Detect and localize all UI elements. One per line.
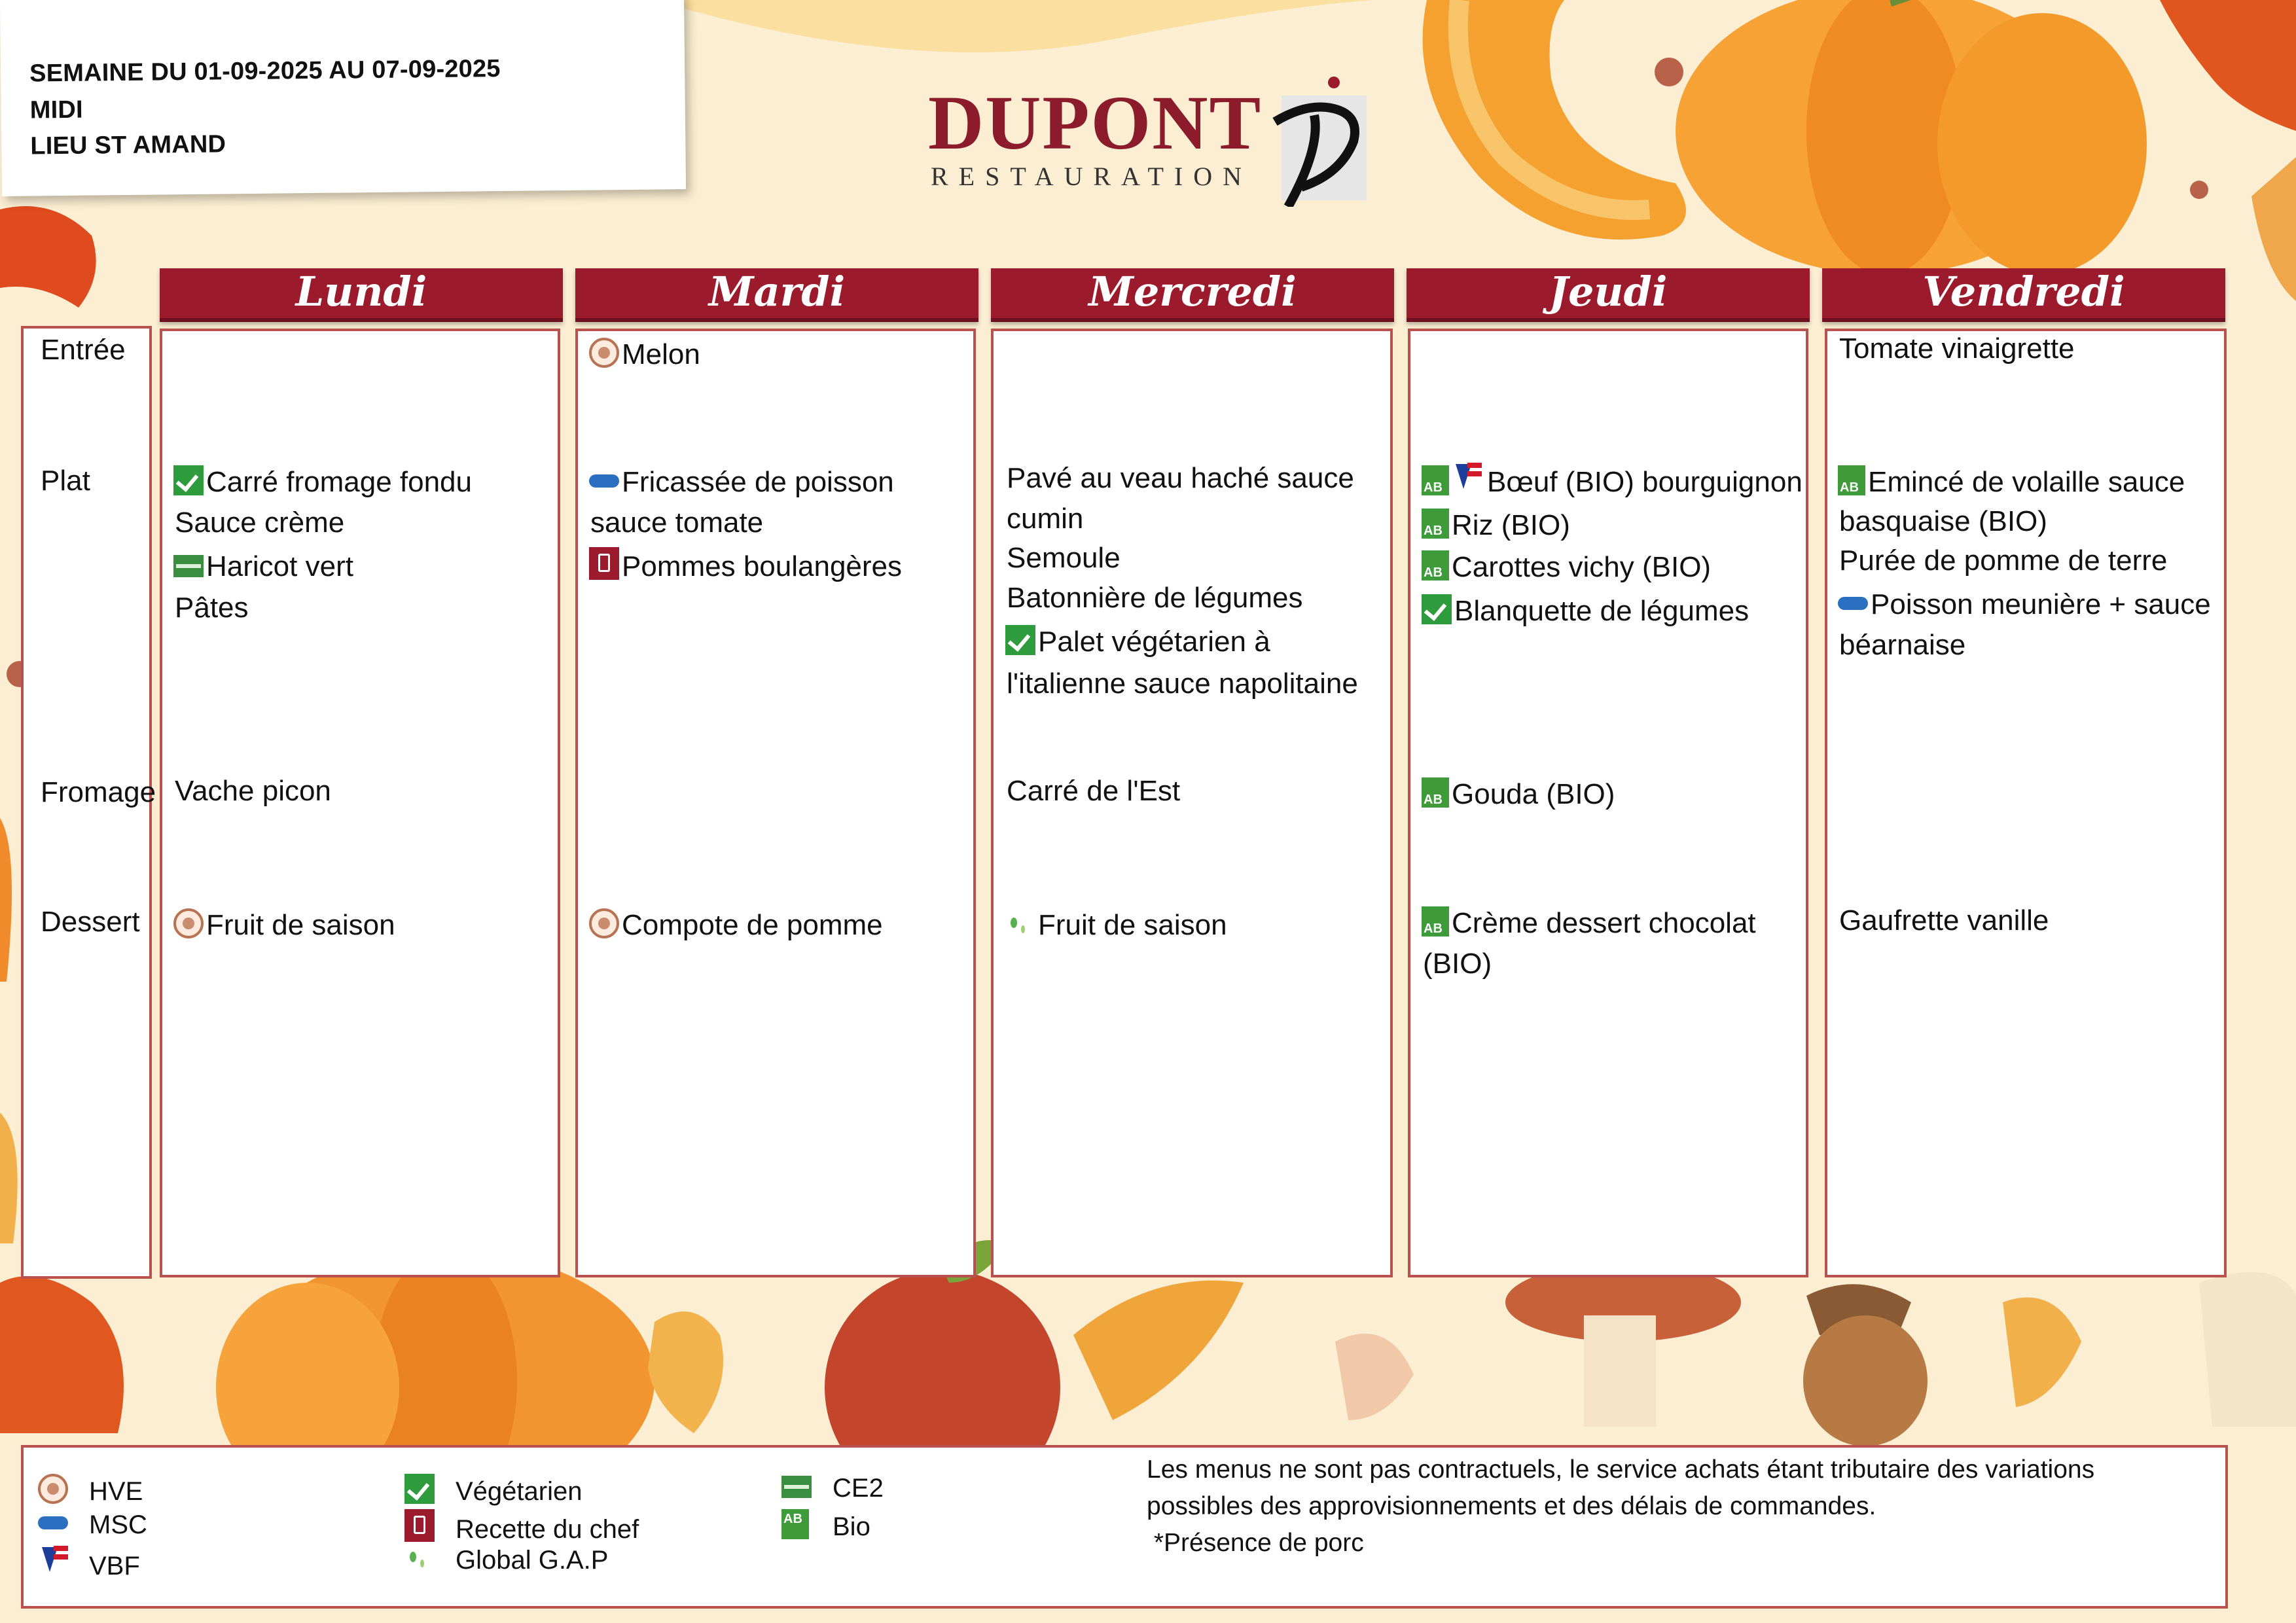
menu-item xyxy=(175,503,344,543)
menu-item-text: l'italienne sauce napolitaine xyxy=(1007,668,1358,700)
menu-item-text: Carottes vichy (BIO) xyxy=(1452,551,1712,583)
menu-item xyxy=(1422,774,1615,814)
menu-item xyxy=(1007,664,1358,704)
legend-label: MSC xyxy=(89,1510,147,1539)
menu-item xyxy=(1005,905,1227,945)
menu-item-text: sauce tomate xyxy=(590,507,764,539)
disclaimer-line: possibles des approvisionnements et des délais de commandes. xyxy=(1147,1492,1876,1520)
menu-item xyxy=(589,546,902,586)
menu-item-text: Purée de pomme de terre xyxy=(1839,544,2168,577)
legend-label: Recette du chef xyxy=(456,1515,639,1544)
menu-item xyxy=(1422,505,1570,545)
menu-item xyxy=(1422,462,1803,502)
logo-subtitle: RESTAURATION xyxy=(931,162,1253,191)
global-gap-icon xyxy=(404,1549,435,1569)
hve-icon xyxy=(589,338,619,368)
vbf-icon xyxy=(38,1546,71,1578)
menu-item-text: Vache picon xyxy=(175,775,331,807)
menu-item-text: Palet végétarien à xyxy=(1038,626,1270,658)
menu-item xyxy=(1005,622,1270,662)
menu-item-text: Poisson meunière + sauce xyxy=(1871,588,2211,620)
menu-item-text: Melon xyxy=(622,338,700,370)
row-label-dessert: Dessert xyxy=(41,906,140,938)
legend-item xyxy=(404,1546,608,1575)
bio-icon xyxy=(1422,465,1449,495)
menu-item xyxy=(589,462,894,502)
legend-label: Bio xyxy=(833,1512,870,1541)
menu-item xyxy=(1007,458,1354,498)
logo-brand: DUPONT xyxy=(928,80,1263,166)
legend-label: Global G.A.P xyxy=(456,1546,609,1575)
legend-item xyxy=(38,1510,147,1540)
legend-item xyxy=(404,1509,639,1544)
menu-item xyxy=(589,905,883,945)
legend-label: CE2 xyxy=(833,1474,884,1503)
menu-item-text: Gaufrette vanille xyxy=(1839,904,2049,936)
row-label-plat: Plat xyxy=(41,465,90,497)
menu-item xyxy=(1007,578,1303,618)
menu-item-text: Sauce crème xyxy=(175,507,345,539)
menu-item-text: Pommes boulangères xyxy=(622,550,903,582)
menu-item xyxy=(1839,501,2047,541)
menu-item xyxy=(1007,771,1180,811)
vegetarian-icon xyxy=(1422,594,1452,624)
menu-item xyxy=(1422,591,1749,631)
menu-item-text: Blanquette de légumes xyxy=(1454,595,1749,627)
menu-item xyxy=(1839,329,2075,368)
menu-item xyxy=(1839,541,2167,580)
day-header-mercredi: Mercredi xyxy=(991,268,1394,322)
menu-item xyxy=(1839,625,1965,665)
menu-item-text: Crème dessert chocolat xyxy=(1452,907,1756,939)
menu-item-text: Bœuf (BIO) bourguignon xyxy=(1487,466,1803,498)
vegetarian-icon xyxy=(1005,625,1035,655)
runner-logo-icon xyxy=(1262,76,1367,207)
menu-item xyxy=(1423,944,1492,984)
menu-item-text: Haricot vert xyxy=(206,550,353,582)
chef-recipe-icon xyxy=(404,1509,435,1542)
menu-item-text: Pâtes xyxy=(175,592,249,624)
msc-icon xyxy=(589,474,619,488)
menu-item-text: Pavé au veau haché sauce xyxy=(1007,462,1354,494)
hve-icon xyxy=(38,1474,68,1504)
menu-item-text: Gouda (BIO) xyxy=(1452,778,1615,810)
menu-item xyxy=(1007,499,1083,539)
hve-icon xyxy=(173,908,204,938)
menu-item-text: Carré de l'Est xyxy=(1007,775,1181,807)
day-header-mardi: Mardi xyxy=(575,268,978,322)
msc-icon xyxy=(38,1516,68,1529)
menu-item-text: béarnaise xyxy=(1839,629,1966,661)
menu-item-text: Fruit de saison xyxy=(206,909,395,941)
legend-label: VBF xyxy=(89,1552,140,1580)
bio-icon xyxy=(1422,777,1449,808)
bio-icon xyxy=(1422,906,1449,936)
global-gap-icon xyxy=(1005,915,1035,935)
menu-item-text: (BIO) xyxy=(1423,948,1492,980)
menu-item-text: Carré fromage fondu xyxy=(206,466,472,498)
menu-item-text: Semoule xyxy=(1007,542,1121,574)
day-header-lundi: Lundi xyxy=(160,268,563,322)
day-header-vendredi: Vendredi xyxy=(1822,268,2225,322)
menu-item-text: basquaise (BIO) xyxy=(1839,505,2047,537)
vegetarian-icon xyxy=(404,1474,435,1504)
disclaimer-note xyxy=(1147,1452,2220,1561)
menu-item xyxy=(1839,901,2049,940)
menu-item xyxy=(590,503,763,543)
menu-item xyxy=(1422,547,1711,587)
menu-item-text: Fruit de saison xyxy=(1038,909,1227,941)
menu-item-text: Compote de pomme xyxy=(622,909,883,941)
location: LIEU ST AMAND xyxy=(30,130,226,160)
menu-item-text: Fricassée de poisson xyxy=(622,466,894,498)
menu-item xyxy=(1838,584,2211,624)
menu-item-text: cumin xyxy=(1007,503,1084,535)
menu-item-text: Emincé de volaille sauce xyxy=(1868,466,2185,498)
row-label-fromage: Fromage xyxy=(41,776,156,808)
bio-icon xyxy=(1838,465,1865,495)
hve-icon xyxy=(589,908,619,938)
header-card xyxy=(0,0,686,196)
menu-item xyxy=(1007,538,1121,578)
menu-item-text: Batonnière de légumes xyxy=(1007,582,1303,614)
menu-item xyxy=(173,462,472,502)
bio-icon xyxy=(1422,550,1449,580)
bio-icon xyxy=(1422,508,1449,539)
msc-icon xyxy=(1838,597,1868,610)
meal-period: MIDI xyxy=(29,96,83,124)
row-label-entree: Entrée xyxy=(41,334,126,366)
chef-recipe-icon xyxy=(589,547,619,580)
ce2-icon xyxy=(781,1476,812,1498)
vbf-icon xyxy=(1452,463,1484,495)
legend-label: HVE xyxy=(89,1477,143,1506)
ce2-icon xyxy=(173,555,204,577)
dupont-logo xyxy=(922,63,1367,200)
legend-item xyxy=(781,1474,884,1503)
menu-item xyxy=(175,588,249,628)
legend-item xyxy=(38,1474,143,1507)
menu-item-text: Tomate vinaigrette xyxy=(1839,332,2075,365)
week-range: SEMAINE DU 01-09-2025 AU 07-09-2025 xyxy=(29,54,501,88)
menu-item-text: Riz (BIO) xyxy=(1452,509,1570,541)
legend-item xyxy=(38,1546,140,1581)
menu-item xyxy=(175,771,331,811)
legend-label: Végétarien xyxy=(456,1477,583,1506)
menu-item xyxy=(589,334,700,374)
day-header-jeudi: Jeudi xyxy=(1407,268,1810,322)
menu-item xyxy=(173,905,395,945)
disclaimer-line: Les menus ne sont pas contractuels, le service achats étant tributaire des variations xyxy=(1147,1455,2095,1484)
pork-note: *Présence de porc xyxy=(1147,1529,1364,1557)
menu-item xyxy=(1838,462,2185,502)
vegetarian-icon xyxy=(173,465,204,495)
menu-item xyxy=(1422,903,1756,943)
bio-icon xyxy=(781,1509,809,1539)
legend-item xyxy=(781,1509,870,1542)
menu-item xyxy=(173,546,353,586)
legend-item xyxy=(404,1474,582,1507)
